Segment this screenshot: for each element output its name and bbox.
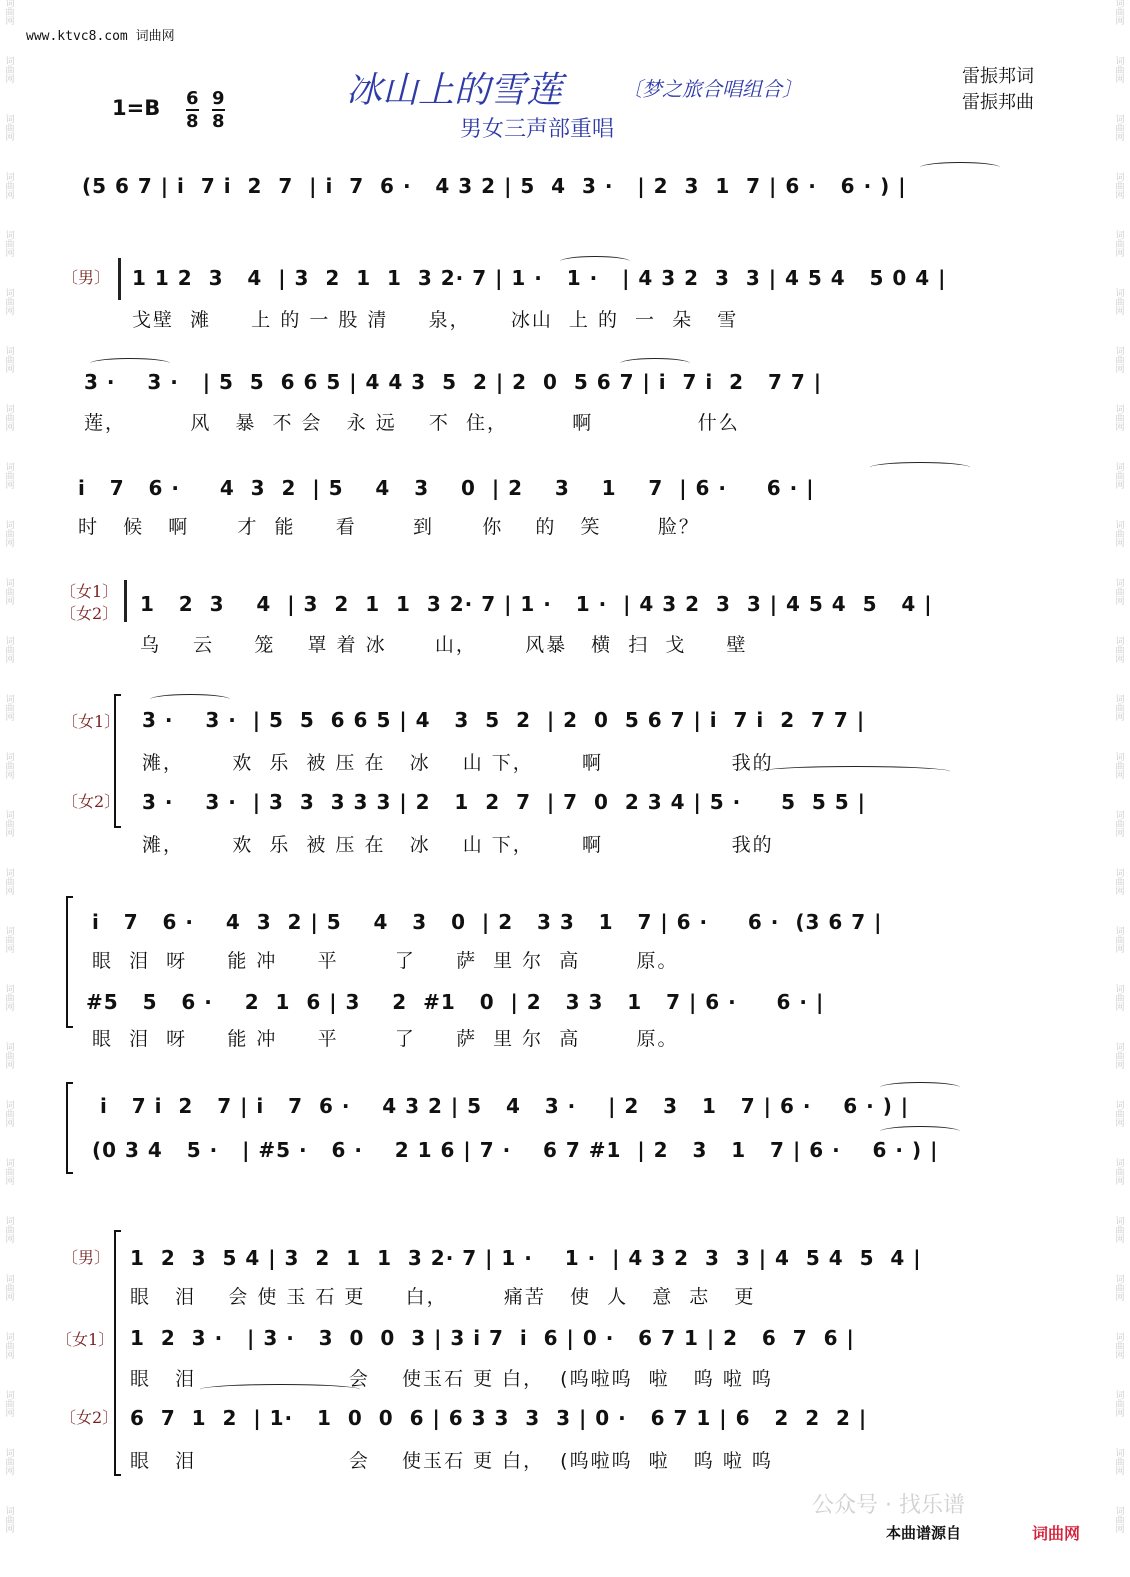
side-watermark-mark: 词 曲 网 [5, 1101, 15, 1129]
side-watermark-mark: 词 曲 网 [1115, 231, 1125, 259]
side-watermark-mark: 词 曲 网 [1115, 521, 1125, 549]
side-watermark-mark: 词 曲 网 [1115, 985, 1125, 1013]
female1-staff-3: i 7 6 · 4 3 2 | 5 4 3 0 | 2 3 3 1 7 | 6 · 6 · (3 6 7 | [92, 910, 883, 934]
female1-lyrics-3: 眼 泪 呀 能 冲 平 了 萨 里 尔 高 原。 [92, 950, 679, 972]
male-staff-trio: 1 2 3 5 4 | 3 2 1 1 3 2· 7 | 1 · 1 · | 4 3 2 3 3 | 4 5 4 5 4 | [130, 1246, 922, 1270]
side-watermark-mark: 词 曲 网 [5, 57, 15, 85]
side-watermark-mark: 词 曲 网 [5, 1043, 15, 1071]
side-watermark-mark: 词 曲 网 [1115, 347, 1125, 375]
side-watermark-mark: 词 曲 网 [5, 289, 15, 317]
side-watermark-mark: 词 曲 网 [5, 1159, 15, 1187]
key-signature: 1=B [112, 96, 161, 120]
male-staff-1: 1 1 2 3 4 | 3 2 1 1 3 2· 7 | 1 · 1 · | 4 3 2 3 3 | 4 5 4 5 0 4 | [132, 266, 947, 290]
brand-link[interactable]: 词曲网 [1032, 1524, 1081, 1543]
part-label-female2: 〔女2〕 [60, 604, 119, 623]
slur [90, 358, 170, 369]
side-watermark-mark: 词 曲 网 [1115, 173, 1125, 201]
side-watermark-mark: 词 曲 网 [1115, 115, 1125, 143]
part-label-male: 〔男〕 [62, 268, 111, 287]
side-watermark-mark: 词 曲 网 [1115, 57, 1125, 85]
female1-staff-4: i 7 i 2 7 | i 7 6 · 4 3 2 | 5 4 3 · | 2 3 1 7 | 6 · 6 · ) | [100, 1094, 910, 1118]
arrangement: 男女三声部重唱 [460, 117, 615, 142]
credits [962, 64, 1034, 116]
side-watermark-mark: 词 曲 网 [1115, 927, 1125, 955]
side-watermark-mark: 词 曲 网 [5, 0, 15, 27]
male-lyrics-3: 时 候 啊 才 能 看 到 你 的 笑 脸？ [78, 516, 700, 538]
female2-staff-3: #5 5 6 · 2 1 6 | 3 2 #1 0 | 2 3 3 1 7 | 6 · 6 · | [86, 990, 825, 1014]
lyricist: 雷振邦词 [962, 66, 1034, 87]
slur [880, 1082, 960, 1093]
side-watermark-mark: 词 曲 网 [5, 579, 15, 607]
side-watermark-mark: 词 曲 网 [5, 637, 15, 665]
side-watermark-mark: 词 曲 网 [1115, 1449, 1125, 1477]
side-watermark-mark: 词 曲 网 [5, 347, 15, 375]
side-watermark-mark: 词 曲 网 [1115, 1507, 1125, 1535]
part-label-female2: 〔女2〕 [62, 792, 121, 811]
source-label: 本曲谱源自 [886, 1524, 962, 1542]
slur [870, 462, 970, 473]
side-watermark-mark: 词 曲 网 [5, 115, 15, 143]
side-watermark-mark: 词 曲 网 [1115, 869, 1125, 897]
watermark-text: 公众号 · 找乐谱 [812, 1493, 965, 1518]
time-signature-1: 6 8 [186, 88, 199, 132]
side-watermark-mark: 词 曲 网 [1115, 579, 1125, 607]
side-watermark-mark: 词 曲 网 [5, 173, 15, 201]
male-lyrics-trio: 眼 泪 会 使 玉 石 更 白， 痛苦 使 人 意 志 更 [130, 1286, 756, 1308]
slur [760, 766, 950, 777]
side-watermark-mark: 词 曲 网 [5, 927, 15, 955]
performer: 〔梦之旅合唱组合〕 [622, 77, 802, 101]
site-url: www.ktvc8.com 词曲网 [26, 29, 175, 44]
side-watermark-mark: 词 曲 网 [1115, 405, 1125, 433]
slur [560, 256, 630, 267]
slur [150, 694, 230, 705]
part-label-male: 〔男〕 [62, 1248, 111, 1267]
slur [920, 162, 1000, 173]
female2-lyrics-trio: 眼 泪 会 使玉石 更 白， (呜啦呜 啦 呜 啦 呜 [130, 1450, 773, 1472]
female1-lyrics-trio: 眼 泪 会 使玉石 更 白， (呜啦呜 啦 呜 啦 呜 [130, 1368, 773, 1390]
side-watermark-mark: 词 曲 网 [1115, 1217, 1125, 1245]
female-staff-1: 1 2 3 4 | 3 2 1 1 3 2· 7 | 1 · 1 · | 4 3 2 3 3 | 4 5 4 5 4 | [140, 592, 933, 616]
side-watermark-mark: 词 曲 网 [5, 1507, 15, 1535]
side-watermark-mark: 词 曲 网 [1115, 289, 1125, 317]
side-watermark-mark: 词 曲 网 [1115, 1333, 1125, 1361]
side-watermark-mark: 词 曲 网 [1115, 695, 1125, 723]
male-staff-3: i 7 6 · 4 3 2 | 5 4 3 0 | 2 3 1 7 | 6 · 6 · | [78, 476, 815, 500]
side-watermark-mark: 词 曲 网 [5, 869, 15, 897]
side-watermark-mark: 词 曲 网 [5, 811, 15, 839]
slur [200, 1384, 360, 1395]
side-watermark-mark: 词 曲 网 [1115, 1101, 1125, 1129]
male-lyrics-1: 戈壁 滩 上 的 一 股 清 泉， 冰山 上 的 一 朵 雪 [132, 309, 739, 331]
side-watermark-mark: 词 曲 网 [1115, 1391, 1125, 1419]
side-watermark-mark: 词 曲 网 [5, 463, 15, 491]
female2-lyrics-3: 眼 泪 呀 能 冲 平 了 萨 里 尔 高 原。 [92, 1028, 679, 1050]
song-title: 冰山上的雪莲 [346, 70, 563, 111]
side-watermark-mark: 词 曲 网 [5, 1449, 15, 1477]
slur [620, 358, 690, 369]
female2-staff-trio: 6 7 1 2 | 1· 1 0 0 6 | 6 3 3 3 3 | 0 · 6 7 1 | 6 2 2 2 | [130, 1406, 868, 1430]
side-watermark-mark: 词 曲 网 [1115, 1159, 1125, 1187]
male-lyrics-2: 莲， 风 暴 不 会 永 远 不 住， 啊 什么 [84, 412, 740, 434]
slur [880, 1126, 960, 1137]
side-watermark-mark: 词 曲 网 [5, 1333, 15, 1361]
part-label-female1: 〔女1〕 [56, 1330, 115, 1349]
female2-staff-4: (0 3 4 5 · | #5 · 6 · 2 1 6 | 7 · 6 7 #1 | 2 3 1 7 | 6 · 6 · ) | [92, 1138, 939, 1162]
side-watermark-mark: 词 曲 网 [5, 985, 15, 1013]
female2-staff-2: 3 · 3 · | 3 3 3 3 3 | 2 1 2 7 | 7 0 2 3 4 | 5 · 5 5 5 | [142, 790, 866, 814]
side-watermark-mark: 词 曲 网 [5, 521, 15, 549]
side-watermark-mark: 词 曲 网 [1115, 1043, 1125, 1071]
side-watermark-mark: 词 曲 网 [1115, 811, 1125, 839]
side-watermark-mark: 词 曲 网 [1115, 463, 1125, 491]
part-label-female2: 〔女2〕 [60, 1408, 119, 1427]
side-watermark-mark: 词 曲 网 [5, 695, 15, 723]
side-watermark-mark: 词 曲 网 [5, 753, 15, 781]
side-watermark-mark: 词 曲 网 [5, 1217, 15, 1245]
side-watermark-mark: 词 曲 网 [5, 231, 15, 259]
female1-staff-trio: 1 2 3 · | 3 · 3 0 0 3 | 3 i 7 i 6 | 0 · 6 7 1 | 2 6 7 6 | [130, 1326, 855, 1350]
part-label-female1: 〔女1〕 [62, 712, 121, 731]
female1-lyrics-2: 滩， 欢 乐 被 压 在 冰 山 下， 啊 我的 [142, 752, 774, 774]
female1-staff-2: 3 · 3 · | 5 5 6 6 5 | 4 3 5 2 | 2 0 5 6 7 | i 7 i 2 7 7 | [142, 708, 866, 732]
side-watermark-mark: 词 曲 网 [5, 1275, 15, 1303]
part-label-female1: 〔女1〕 [60, 582, 119, 601]
side-watermark-mark: 词 曲 网 [1115, 0, 1125, 27]
male-staff-2: 3 · 3 · | 5 5 6 6 5 | 4 4 3 5 2 | 2 0 5 6 7 | i 7 i 2 7 7 | [84, 370, 823, 394]
side-watermark-mark: 词 曲 网 [1115, 1275, 1125, 1303]
composer: 雷振邦曲 [962, 92, 1034, 113]
side-watermark-mark: 词 曲 网 [1115, 753, 1125, 781]
time-signature-2: 9 8 [212, 88, 225, 132]
intro-staff: (5 6 7 | i 7 i 2 7 | i 7 6 · 4 3 2 | 5 4 3 · | 2 3 1 7 | 6 · 6 · ) | [82, 174, 907, 198]
side-watermark-mark: 词 曲 网 [5, 1391, 15, 1419]
female2-lyrics-2: 滩， 欢 乐 被 压 在 冰 山 下， 啊 我的 [142, 834, 774, 856]
side-watermark-mark: 词 曲 网 [5, 405, 15, 433]
female-lyrics-1: 乌 云 笼 罩 着 冰 山， 风暴 横 扫 戈 壁 [140, 634, 748, 656]
side-watermark-mark: 词 曲 网 [1115, 637, 1125, 665]
